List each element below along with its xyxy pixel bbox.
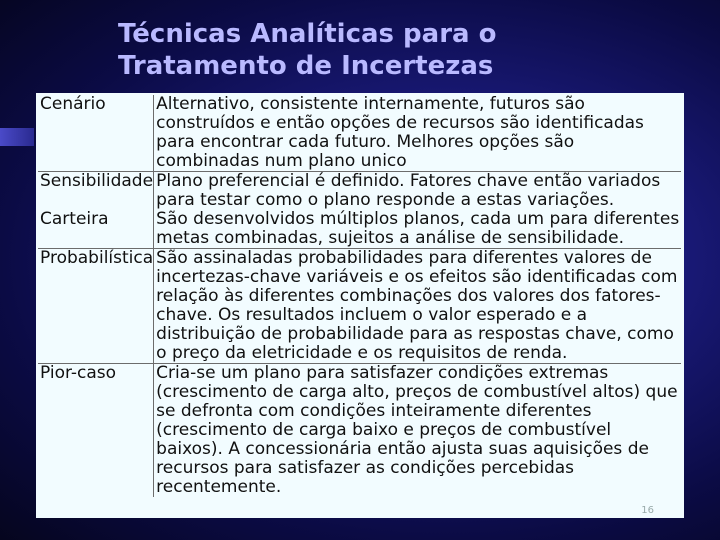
technique-description: Plano preferencial é definido. Fatores chave então variados para testar como o plano responde a estas variações. <box>156 171 661 210</box>
technique-name: Pior-caso <box>38 364 154 498</box>
techniques-table <box>38 95 681 497</box>
slide-title <box>118 18 497 82</box>
technique-name: Probabilística <box>38 249 154 364</box>
technique-name: Sensibilidade <box>38 172 154 211</box>
technique-name: Cenário <box>38 95 154 172</box>
technique-description: São assinaladas probabilidades para diferentes valores de incertezas-chave variáveis e os efeitos são identificadas com relação às diferentes combinações dos valores dos fatores-chave. Os resultados incluem o valor esperado e a distribuição de probabilidade para as respostas chave, como o preço da eletricidade e os requisitos de renda. <box>154 249 681 364</box>
technique-description: São desenvolvidos múltiplos planos, cada um para diferentes metas combinadas, sujeitos a análise de sensibilidade. <box>154 210 681 249</box>
table-row <box>38 249 681 364</box>
table-row <box>38 364 681 498</box>
technique-description: Alternativo, consistente internamente, futuros são construídos e então opções de recursos são identificadas para encontrar cada futuro. Melhores opções são combinadas num plano unico <box>154 95 681 172</box>
slide-title-line-2: Tratamento de Incertezas <box>118 51 494 81</box>
technique-name: Carteira <box>38 210 154 249</box>
side-accent-bar <box>0 128 34 146</box>
table-row <box>38 172 681 211</box>
table-row <box>38 210 681 249</box>
page-number: 16 <box>641 505 654 516</box>
content-panel <box>36 93 684 518</box>
technique-description: Cria-se um plano para satisfazer condições extremas (crescimento de carga alto, preços de combustível altos) que se defronta com condições inteiramente diferentes (crescimento de carga baixo e preços de combustível baixos). A concessionária então ajusta suas aquisições de recursos para satisfazer as condições percebidas recentemente. <box>156 363 678 497</box>
table-row <box>38 95 681 172</box>
slide-title-line-1: Técnicas Analíticas para o <box>118 19 497 49</box>
